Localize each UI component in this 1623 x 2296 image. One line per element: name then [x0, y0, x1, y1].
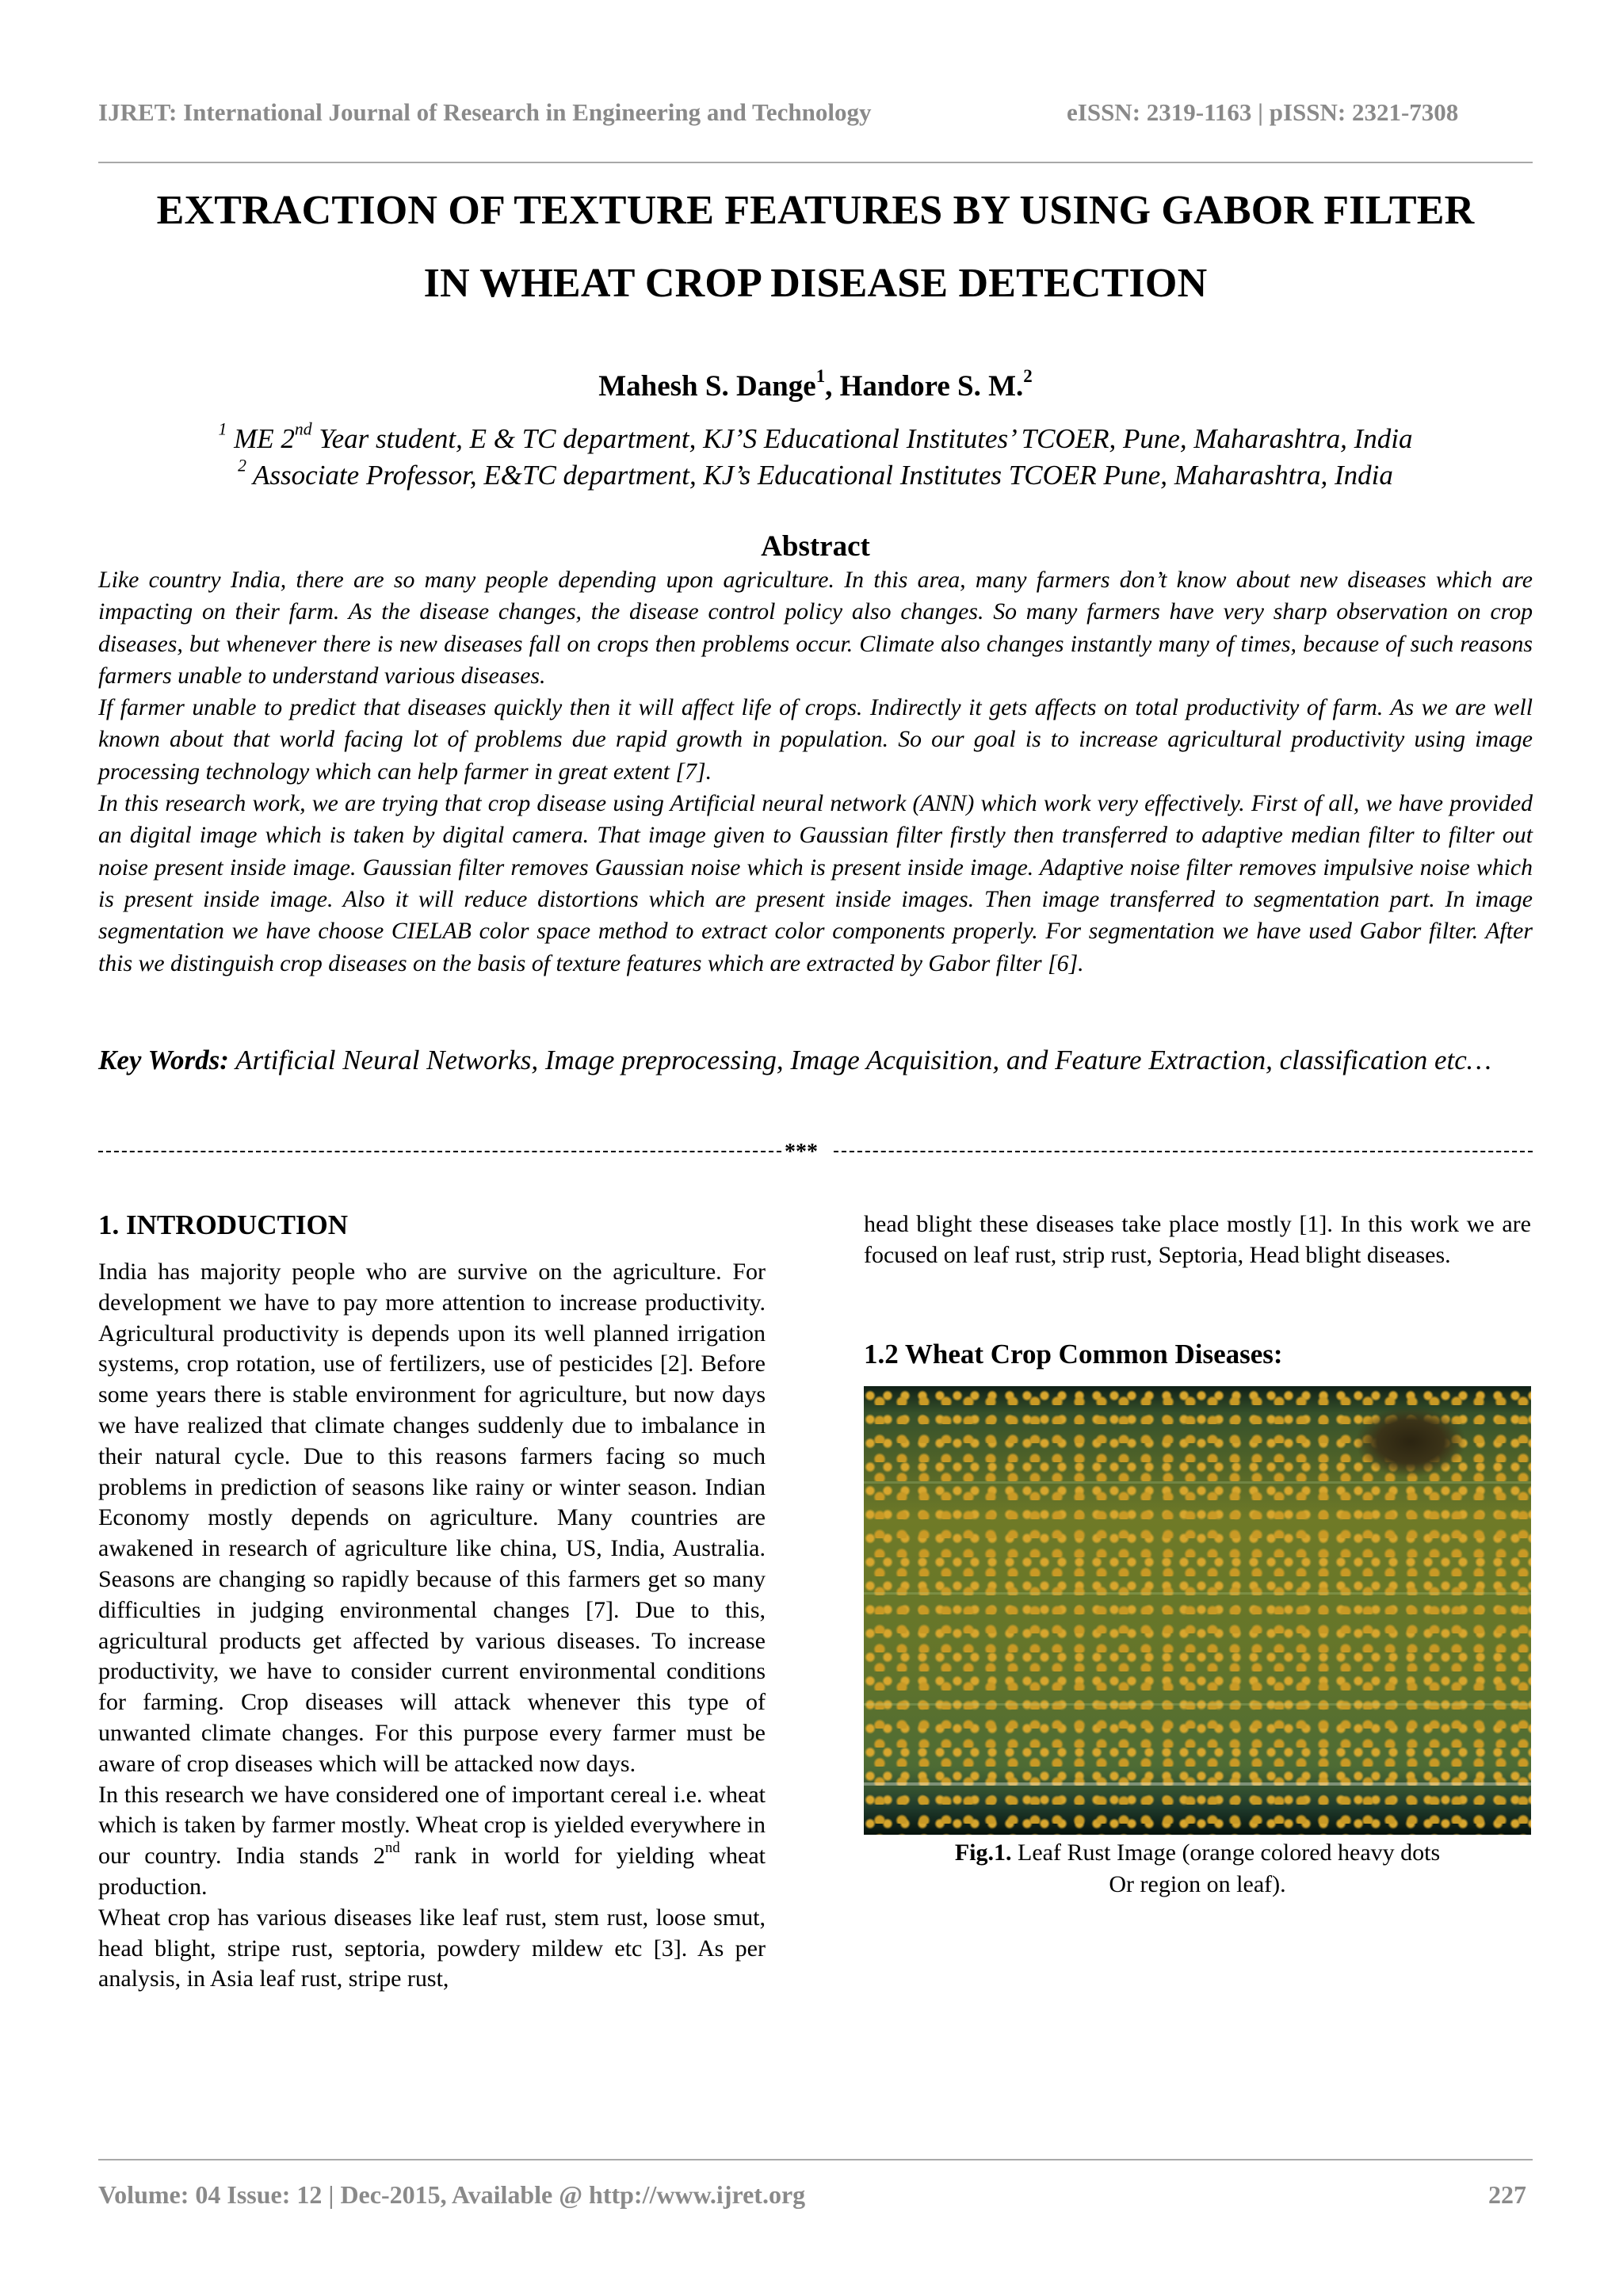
leaf-edge-highlight: [864, 1782, 1531, 1786]
page-footer: [98, 2180, 1533, 2210]
page-number: 227: [1488, 2180, 1526, 2209]
figure-caption-line-1: Leaf Rust Image (orange colored heavy dots: [1011, 1839, 1441, 1866]
abstract-paragraph: If farmer unable to predict that diseases quickly then it will affect life of crops. Indirectly it gets affects on total productivity of farm. As we are well known about that world facing lot of problems due rapid growth in population. So our goal is to increase agricultural productivity using image processing technology which can help farmer in great extent [7].: [98, 694, 1533, 785]
leaf-vein: [864, 1703, 1531, 1706]
running-header: [98, 98, 1525, 127]
author-2: Handore S. M.: [839, 370, 1024, 403]
leaf-vein: [864, 1592, 1531, 1595]
abstract-paragraph: In this research work, we are trying that crop disease using Artificial neural network (ANN) which work very effectively. First of all, we have provided an digital image which is taken by digital camera. That image given to Gaussian filter firstly then transferred to adaptive median filter to filter out noise present inside image. Gaussian filter removes Gaussian noise which is present inside image. Adaptive noise filter removes impulsive noise which is present inside image. Also it will reduce distortions which are present inside images. Then image transferred to segmentation part. In image segmentation we have choose CIELAB color space method to extract color components properly. For segmentation we have used Gabor filter. After this we distinguish crop diseases on the basis of texture features which are extracted by Gabor filter [6].: [98, 790, 1533, 976]
section-heading-introduction: 1. INTRODUCTION: [98, 1209, 349, 1240]
left-column-text: [98, 1257, 766, 1995]
leaf-rust-image: [864, 1386, 1531, 1835]
separator-dashes-left: [98, 1151, 781, 1152]
intro-paragraph-2-end: rank in world for yielding wheat production.: [98, 1843, 766, 1900]
footer-volume-info: Volume: 04 Issue: 12 | Dec-2015, Available @ http://www.ijret.org: [98, 2180, 806, 2209]
affiliation-2: [98, 456, 1533, 491]
keywords-text: Artificial Neural Networks, Image preprocessing, Image Acquisition, and Feature Extraction, classification etc…: [228, 1045, 1491, 1075]
author-1-affil-mark: 1: [815, 365, 826, 386]
figure-caption-line-2: Or region on leaf).: [1109, 1871, 1286, 1897]
abstract-heading: Abstract: [761, 530, 870, 563]
issn-info: eISSN: 2319-1163 | pISSN: 2321-7308: [1067, 98, 1459, 126]
author-separator: ,: [825, 370, 840, 403]
author-2-affil-mark: 2: [1023, 365, 1033, 386]
affiliation-1-ordinal: nd: [294, 419, 312, 439]
abstract-body: [98, 564, 1533, 980]
author-1: Mahesh S. Dange: [598, 370, 816, 403]
journal-name: IJRET: International Journal of Research in Engineering and Technology: [98, 98, 872, 126]
affiliation-1-mark: 1: [218, 419, 227, 439]
subsection-heading-diseases: 1.2 Wheat Crop Common Diseases:: [864, 1339, 1283, 1370]
leaf-vein: [864, 1481, 1531, 1484]
affiliation-1: [98, 419, 1533, 455]
abstract-paragraph: Like country India, there are so many people depending upon agriculture. In this area, many farmers don’t know about new diseases which are impacting on their farm. As the disease changes, the disease control policy also changes. So many farmers have very sharp observation on crop diseases, but whenever there is new diseases fall on crops then problems occur. Climate also changes instantly many of times, because of such reasons farmers unable to understand various diseases.: [98, 567, 1533, 689]
section-separator: [98, 1140, 1533, 1168]
figure-caption: [864, 1837, 1531, 1901]
affiliation-1-text: Year student, E & TC department, KJ’S Educational Institutes’ TCOER, Pune, Maharashtra, India: [311, 423, 1413, 454]
ordinal-suffix: nd: [385, 1839, 400, 1857]
affiliation-2-text: Associate Professor, E&TC department, KJ’s Educational Institutes TCOER Pune, Maharashtra, India: [246, 460, 1393, 491]
affiliation-2-mark: 2: [238, 456, 246, 476]
separator-stars: ***: [785, 1140, 818, 1164]
intro-paragraph-2: [98, 1780, 766, 1903]
header-rule: [98, 162, 1533, 163]
intro-paragraph-2-text: In this research we have considered one of important cereal i.e. wheat which is taken by farmer mostly. Wheat crop is yielded everywhere in our country. India stands 2: [98, 1781, 766, 1870]
intro-paragraph-3: Wheat crop has various diseases like leaf rust, stem rust, loose smut, head blight, stripe rust, septoria, powdery mildew etc [3]. As per analysis, in Asia leaf rust, stripe rust,: [98, 1904, 766, 1992]
keywords: [98, 1037, 1533, 1084]
right-column-continuation: head blight these diseases take place mostly [1]. In this work we are focused on leaf rust, strip rust, Septoria, Head blight diseases.: [864, 1211, 1531, 1268]
author-list: [98, 365, 1533, 403]
intro-paragraph-1: India has majority people who are survive on the agriculture. For development we have to pay more attention to increase productivity. Agricultural productivity is depends upon its well planned irrigation systems, crop rotation, use of fertilizers, use of pesticides [2]. Before some years there is stable environment for agriculture, but now days we have realized that climate changes suddenly due to imbalance in their natural cycle. Due to this reasons farmers facing so much problems in prediction of seasons like rainy or winter season. Indian Economy mostly depends on agriculture. Many countries are awakened in research of agriculture like china, US, India, Australia. Seasons are changing so rapidly because of this farmers get so many difficulties in judging environmental changes [7]. Due to this, agricultural products get affected by various diseases. To increase productivity, we have to consider current environmental conditions for farming. Crop diseases will attack whenever this type of unwanted climate changes. For this purpose every farmer must be aware of crop diseases which will be attacked now days.: [98, 1259, 766, 1777]
paper-title-line-2: IN WHEAT CROP DISEASE DETECTION: [423, 261, 1208, 306]
figure-label: Fig.1.: [954, 1839, 1012, 1866]
affiliation-1-pre: ME 2: [227, 423, 295, 454]
separator-dashes-right: [834, 1151, 1533, 1152]
keywords-label: Key Words:: [98, 1045, 229, 1075]
paper-title-line-1: EXTRACTION OF TEXTURE FEATURES BY USING GABOR FILTER: [156, 188, 1475, 233]
footer-rule: [98, 2159, 1533, 2160]
